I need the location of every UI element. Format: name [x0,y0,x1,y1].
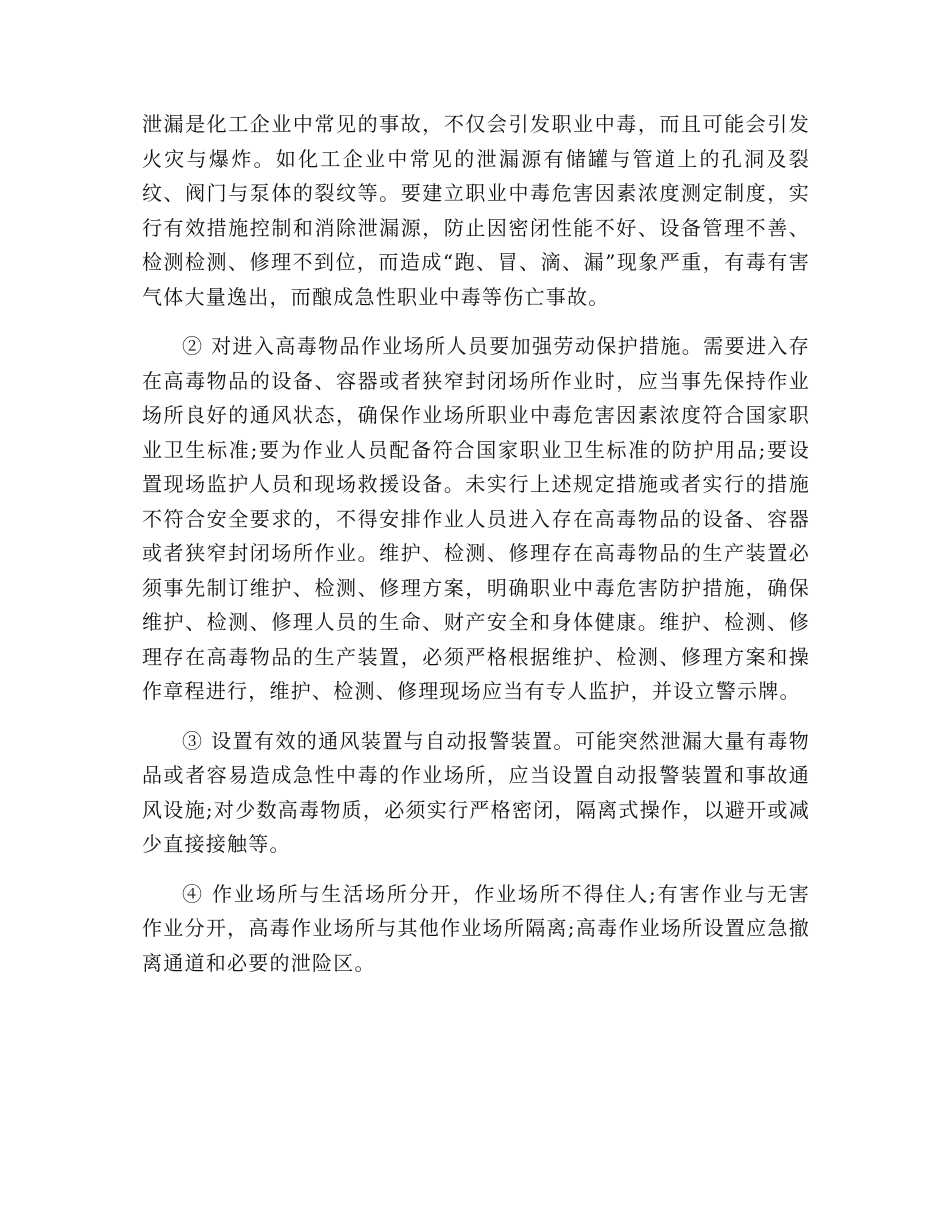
paragraph-item-2-protection-measures: ② 对进入高毒物品作业场所人员要加强劳动保护措施。需要进入存在高毒物品的设备、容器或者狭窄封闭场所作业时，应当事先保持作业场所良好的通风状态，确保作业场所职业中毒危害因素浓度符合国家职业卫生标准;要为作业人员配备符合国家职业卫生标准的防护用品;要设置现场监护人员和现场救援设备。未实行上述规定措施或者实行的措施不符合安全要求的，不得安排作业人员进入存在高毒物品的设备、容器或者狭窄封闭场所作业。维护、检测、修理存在高毒物品的生产装置必须事先制订维护、检测、修理方案，明确职业中毒危害防护措施，确保维护、检测、修理人员的生命、财产安全和身体健康。维护、检测、修理存在高毒物品的生产装置，必须严格根据维护、检测、修理方案和操作章程进行，维护、检测、修理现场应当有专人监护，并设立警示牌。 [142,334,810,703]
paragraph-leak-hazard: 泄漏是化工企业中常见的事故，不仅会引发职业中毒，而且可能会引发火灾与爆炸。如化工企业中常见的泄漏源有储罐与管道上的孔洞及裂纹、阀门与泵体的裂纹等。要建立职业中毒危害因素浓度测定制度，实行有效措施控制和消除泄漏源，防止因密闭性能不好、设备管理不善、检测检测、修理不到位，而造成“跑、冒、滴、漏”现象严重，有毒有害气体大量逸出，而酿成急性职业中毒等伤亡事故。 [142,112,810,309]
paragraph-item-4-site-separation: ④ 作业场所与生活场所分开，作业场所不得住人;有害作业与无害作业分开，高毒作业场所与其他作业场所隔离;高毒作业场所设置应急撤离通道和必要的泄险区。 [142,881,810,975]
paragraph-item-3-ventilation-alarm: ③ 设置有效的通风装置与自动报警装置。可能突然泄漏大量有毒物品或者容易造成急性中毒的作业场所，应当设置自动报警装置和事故通风设施;对少数高毒物质，必须实行严格密闭，隔离式操作，以避开或减少直接接触等。 [142,728,810,856]
document-body [142,107,810,980]
